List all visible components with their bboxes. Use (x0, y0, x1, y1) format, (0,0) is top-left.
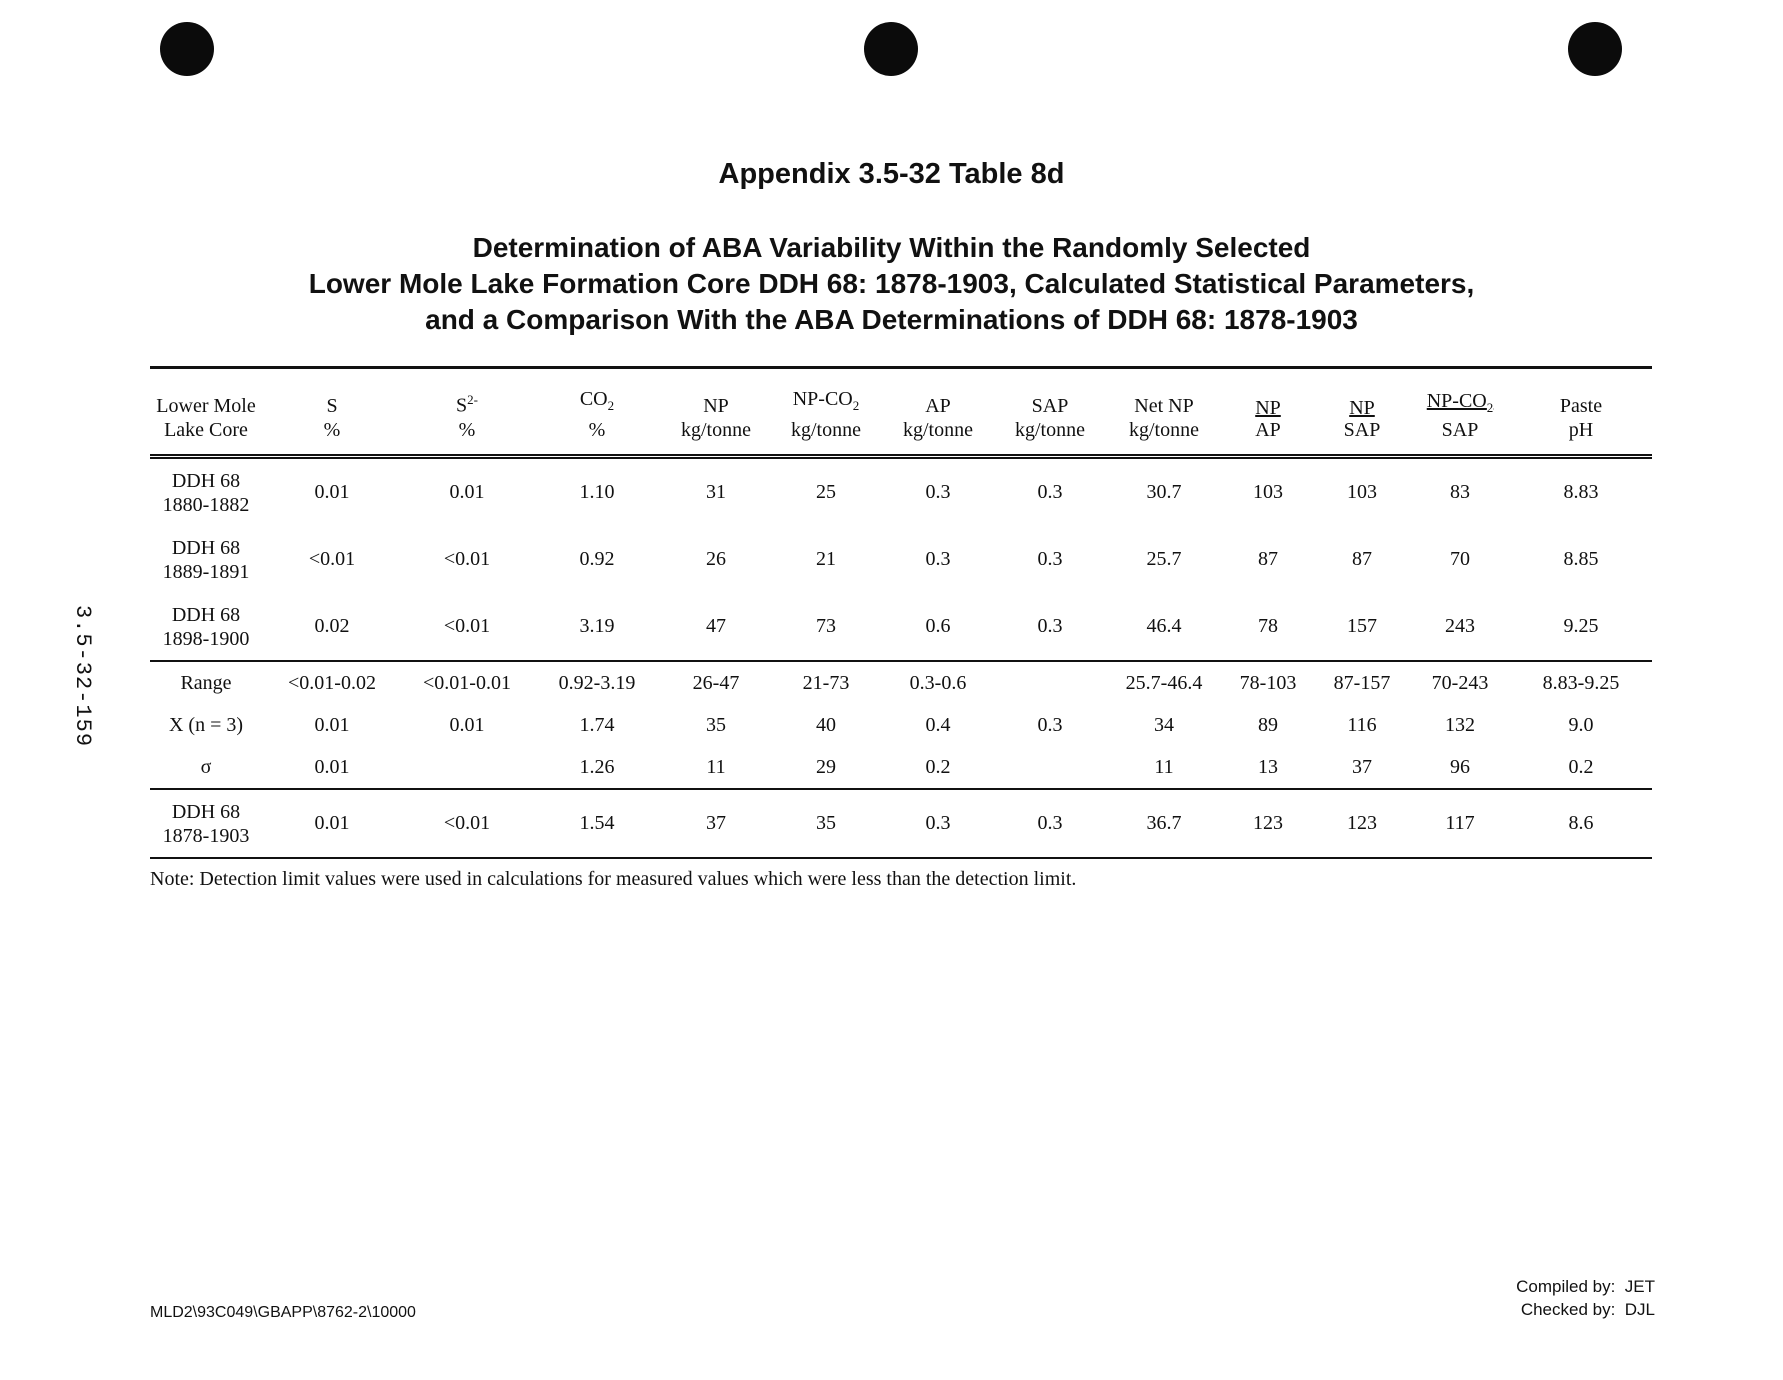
column-header-top: NP (1349, 397, 1375, 419)
column-header-text (1106, 394, 1222, 442)
cell-np: 11 (706, 755, 726, 778)
cell-np-co: 29 (816, 755, 836, 778)
cell-np-co: 117 (1410, 789, 1510, 858)
cell-s (402, 746, 532, 789)
subtitle-line: Lower Mole Lake Formation Core DDH 68: 1878-1903, Calculated Statistical Parameters, (308, 268, 1475, 299)
cell-net-np: 25.7-46.4 (1106, 661, 1222, 704)
sample-row (150, 457, 1652, 527)
cell-co: 1.26 (579, 755, 615, 778)
column-header-bottom: % (588, 419, 606, 441)
cell-np-co: 35 (770, 789, 882, 858)
column-header-bottom: % (323, 419, 341, 441)
column-header-text (150, 394, 262, 442)
cell-s: <0.01 (443, 615, 491, 637)
cell-np-co: 73 (816, 615, 836, 637)
appendix-title: Appendix 3.5-32 Table 8d (718, 158, 1065, 190)
cell-s: 0.01 (314, 713, 350, 736)
column-header-top: Net NP (1134, 395, 1194, 417)
row-label-core: DDH 68 (171, 536, 241, 559)
compiled-checked-block (1516, 1275, 1655, 1321)
cell-ap: 0.3 (925, 548, 951, 570)
cell-paste: 9.0 (1568, 713, 1594, 736)
cell-np-co: 21-73 (770, 661, 882, 704)
cell-paste: 8.85 (1563, 548, 1599, 570)
column-header-text (1510, 394, 1652, 442)
column-header-top: NP (703, 395, 729, 417)
aba-table-container (150, 366, 1652, 859)
cell-co: 0.92-3.19 (532, 661, 662, 704)
cell-ap: 0.3-0.6 (882, 661, 994, 704)
checked-by-label: Checked by: (1520, 1300, 1616, 1319)
cell-s: <0.01-0.02 (262, 661, 402, 704)
column-header (994, 368, 1106, 457)
cell-paste: 8.83 (1563, 481, 1599, 503)
cell-np: 37 (662, 789, 770, 858)
cell-np-co: 243 (1445, 615, 1475, 637)
column-header (1410, 368, 1510, 457)
column-header-bottom: kg/tonne (1129, 419, 1199, 441)
column-header-bottom: % (458, 419, 476, 441)
cell-sap (994, 746, 1106, 789)
row-label (150, 789, 262, 858)
cell-np: 103 (1347, 481, 1377, 503)
side-page-number: 3.5-32-159 (70, 605, 95, 748)
column-header-subscript: 2 (607, 398, 615, 413)
cell-np: 78-103 (1222, 661, 1314, 704)
column-header (770, 368, 882, 457)
cell-co: 1.74 (579, 713, 615, 736)
column-header-text (262, 394, 402, 442)
column-header (1106, 368, 1222, 457)
cell-s: 0.01 (262, 789, 402, 858)
column-header (262, 368, 402, 457)
cell-np: 123 (1222, 789, 1314, 858)
column-header-bottom: SAP (1441, 419, 1479, 441)
cell-co: 1.10 (579, 481, 615, 503)
column-header-text (532, 387, 662, 442)
cell-net-np: 30.7 (1146, 481, 1182, 503)
statistics-row (150, 746, 1652, 789)
cell-np-co: 132 (1445, 713, 1475, 736)
column-header-top: $NP-CO_2$ (792, 388, 860, 413)
column-header-subscript: 2 (1486, 400, 1494, 415)
cell-sap: 0.3 (1037, 548, 1063, 570)
column-header-superscript: 2- (467, 392, 478, 408)
samples-body (150, 457, 1652, 662)
cell-paste: 8.83-9.25 (1510, 661, 1652, 704)
cell-s: 0.02 (314, 615, 350, 637)
column-header-top: $CO_2$ (579, 388, 615, 413)
table-note: Note: Detection limit values were used in calculations for measured values which were less than the detection limit. (150, 868, 1077, 890)
header-row (150, 368, 1652, 457)
compiled-by-value: JET (1624, 1277, 1655, 1296)
cell-np-co: 70 (1450, 548, 1470, 570)
binder-hole-left (160, 22, 214, 76)
statistics-row (150, 704, 1652, 746)
cell-np: 37 (1352, 755, 1372, 778)
cell-co: 3.19 (579, 615, 615, 637)
checked-by-value: DJL (1624, 1300, 1655, 1319)
column-header-top: $S^{2-}$ (456, 392, 478, 417)
cell-ap: 0.6 (925, 615, 951, 637)
cell-co: 0.92 (579, 548, 615, 570)
cell-np: 26-47 (662, 661, 770, 704)
checked-by-line (1516, 1298, 1655, 1321)
row-label-core: DDH 68 (171, 800, 241, 823)
cell-sap: 0.3 (1037, 615, 1063, 637)
row-label-interval: 1880-1882 (162, 493, 250, 516)
row-label-interval: 1898-1900 (162, 627, 250, 650)
cell-s: <0.01-0.01 (402, 661, 532, 704)
row-label-interval: 1889-1891 (162, 560, 250, 583)
column-header (1222, 368, 1314, 457)
column-header-text (770, 387, 882, 442)
sample-row (150, 526, 1652, 593)
cell-np: 103 (1253, 481, 1283, 503)
table-subtitle (0, 230, 1783, 338)
cell-ap: 0.2 (925, 755, 951, 778)
cell-np-co: 96 (1450, 755, 1470, 778)
cell-paste: 0.2 (1568, 755, 1594, 778)
row-label (150, 526, 262, 593)
cell-np: 31 (706, 481, 726, 503)
subtitle-line: Determination of ABA Variability Within the Randomly Selected (472, 232, 1311, 263)
file-path: MLD2\93C049\GBAPP\8762-2\10000 (150, 1304, 416, 1321)
column-header-bottom: SAP (1343, 419, 1381, 441)
cell-np-co: 70-243 (1410, 661, 1510, 704)
cell-np-co: 21 (816, 548, 836, 570)
statistics-body (150, 661, 1652, 789)
column-header-top: NP (1255, 397, 1281, 419)
cell-net-np: 25.7 (1146, 548, 1182, 570)
column-header-text (994, 394, 1106, 442)
column-header-subscript: 2 (852, 398, 860, 413)
cell-s: <0.01 (402, 789, 532, 858)
cell-np: 116 (1347, 713, 1377, 736)
cell-np: 87 (1258, 548, 1278, 570)
cell-np: 89 (1258, 713, 1278, 736)
column-header-text (662, 394, 770, 442)
sample-row (150, 593, 1652, 661)
cell-np: 13 (1258, 755, 1278, 778)
binder-hole-right (1568, 22, 1622, 76)
column-header-bottom: kg/tonne (791, 419, 861, 441)
cell-s: 0.01 (449, 713, 485, 736)
column-header-bottom: kg/tonne (903, 419, 973, 441)
cell-co: 1.54 (532, 789, 662, 858)
cell-np: 26 (706, 548, 726, 570)
column-header-top: AP (925, 395, 951, 417)
column-header (882, 368, 994, 457)
column-header (402, 368, 532, 457)
cell-net-np: 11 (1154, 755, 1174, 778)
cell-np-co: 25 (816, 481, 836, 503)
cell-net-np: 46.4 (1146, 615, 1182, 637)
column-header-text (882, 394, 994, 442)
row-label (150, 457, 262, 527)
cell-s: 0.01 (449, 481, 485, 503)
column-header-bottom: kg/tonne (681, 419, 751, 441)
column-header-bottom: AP (1255, 419, 1281, 441)
row-label: X (n = 3) (168, 714, 244, 736)
row-label: σ (200, 756, 212, 778)
column-header-top: $NP-CO_2$ (1426, 390, 1494, 415)
column-header-text (402, 388, 532, 442)
row-label-interval: 1878-1903 (162, 824, 250, 847)
cell-np: 157 (1347, 615, 1377, 637)
row-label: Range (150, 661, 262, 704)
column-header-bottom: kg/tonne (1015, 419, 1085, 441)
comparison-row (150, 789, 1652, 858)
cell-net-np: 36.7 (1106, 789, 1222, 858)
subtitle-line: and a Comparison With the ABA Determinations of DDH 68: 1878-1903 (425, 304, 1358, 335)
cell-sap: 0.3 (994, 789, 1106, 858)
column-header (1314, 368, 1410, 457)
cell-np: 87-157 (1314, 661, 1410, 704)
cell-s: <0.01 (443, 548, 491, 570)
aba-table (150, 366, 1652, 859)
cell-net-np: 34 (1154, 713, 1174, 736)
cell-sap: 0.3 (1037, 713, 1063, 736)
row-label-core: DDH 68 (171, 469, 241, 492)
cell-np: 87 (1352, 548, 1372, 570)
cell-paste: 8.6 (1510, 789, 1652, 858)
column-header-top: Paste (1559, 395, 1603, 417)
cell-np-co: 40 (816, 713, 836, 736)
column-header-top: SAP (1031, 395, 1069, 417)
cell-ap: 0.3 (882, 789, 994, 858)
comparison-body (150, 789, 1652, 858)
cell-ap: 0.3 (925, 481, 951, 503)
column-header-text (1255, 397, 1281, 441)
cell-s: 0.01 (314, 755, 350, 778)
column-header-bottom: pH (1568, 419, 1594, 441)
column-header-top: Lower Mole (156, 395, 256, 417)
cell-np: 47 (706, 615, 726, 637)
cell-np: 123 (1314, 789, 1410, 858)
statistics-row (150, 661, 1652, 704)
cell-s: 0.01 (314, 481, 350, 503)
cell-paste: 9.25 (1563, 615, 1599, 637)
row-label (150, 593, 262, 661)
cell-sap: 0.3 (1037, 481, 1063, 503)
cell-ap: 0.4 (925, 713, 951, 736)
column-header (532, 368, 662, 457)
column-header (662, 368, 770, 457)
column-header-bottom: Lake Core (164, 419, 248, 441)
compiled-by-label: Compiled by: (1516, 1277, 1616, 1296)
column-header (1510, 368, 1652, 457)
column-header-text (1427, 390, 1494, 441)
binder-hole-center (864, 22, 918, 76)
cell-sap (994, 661, 1106, 704)
table-header (150, 368, 1652, 457)
cell-s: <0.01 (308, 548, 356, 570)
column-header (150, 368, 262, 457)
cell-np-co: 83 (1450, 481, 1470, 503)
compiled-by-line (1516, 1275, 1655, 1298)
row-label-core: DDH 68 (171, 603, 241, 626)
column-header-text (1344, 397, 1381, 441)
column-header-top: S (326, 395, 338, 417)
cell-np: 78 (1258, 615, 1278, 637)
cell-np: 35 (706, 713, 726, 736)
